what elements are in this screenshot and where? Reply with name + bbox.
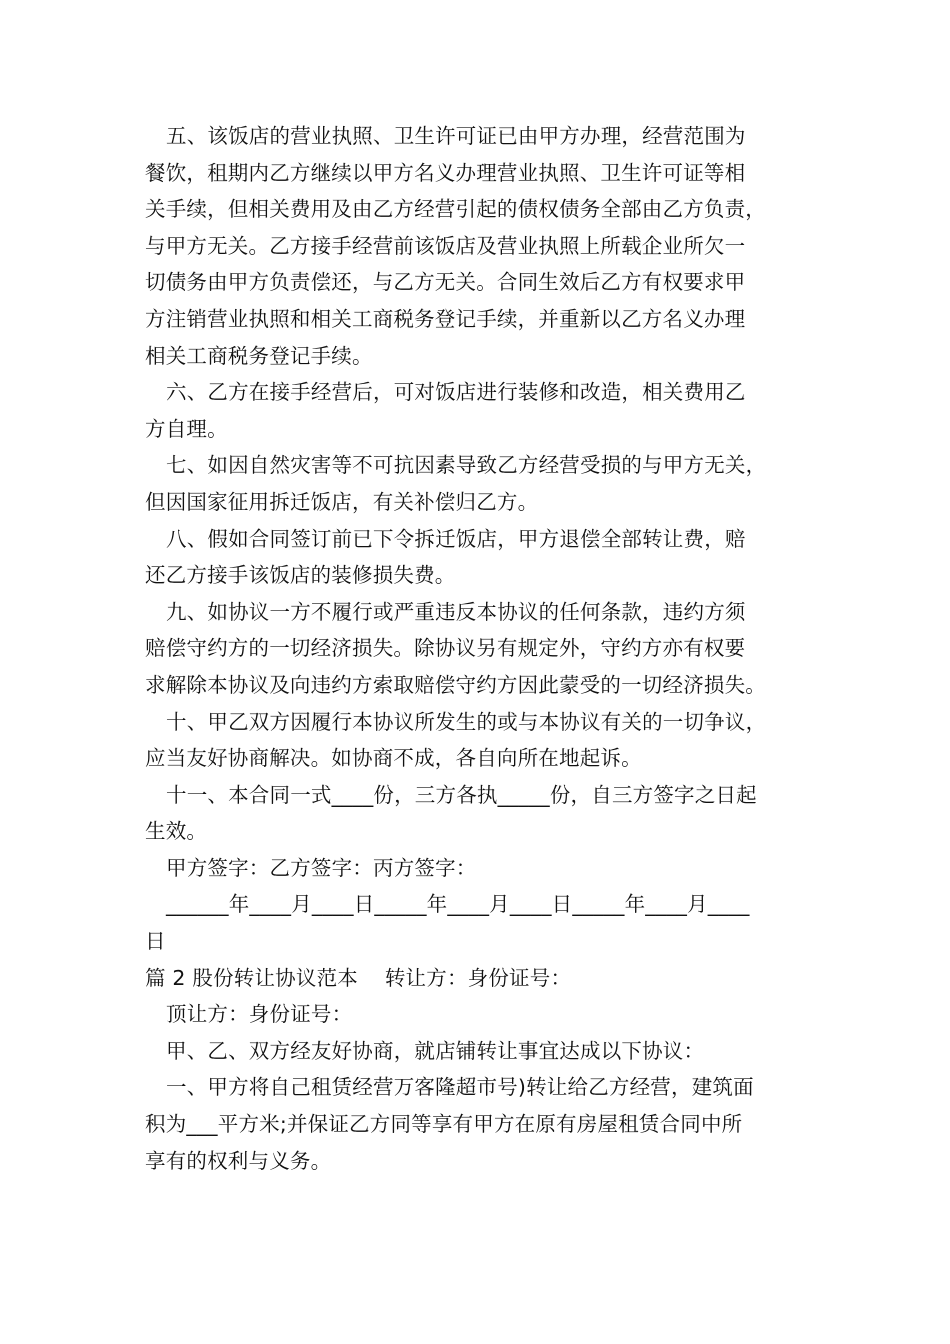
doc-line: 切债务由甲方负责偿还，与乙方无关。合同生效后乙方有权要求甲 xyxy=(145,270,746,295)
section-heading: 篇 2 股份转让协议范本 转让方：身份证号： xyxy=(145,965,572,990)
doc-line: 相关工商税务登记手续。 xyxy=(145,343,373,368)
doc-line: 九、如协议一方不履行或严重违反本协议的任何条款，违约方须 xyxy=(166,599,746,624)
doc-line: 五、该饭店的营业执照、卫生许可证已由甲方办理，经营范围为 xyxy=(166,124,746,148)
doc-line: 还乙方接手该饭店的装修损失费。 xyxy=(145,563,456,588)
doc-line: 赔偿守约方的一切经济损失。除协议另有规定外，守约方亦有权要 xyxy=(145,636,746,661)
doc-line: 餐饮，租期内乙方继续以甲方名义办理营业执照、卫生许可证等相 xyxy=(145,160,746,185)
doc-line: 八、假如合同签订前已下令拆迁饭店，甲方退偿全部转让费，赔 xyxy=(166,526,746,551)
doc-line: 与甲方无关。乙方接手经营前该饭店及营业执照上所载企业所欠一 xyxy=(145,233,746,258)
doc-line: 积为___平方米;并保证乙方同等享有甲方在原有房屋租赁合同中所 xyxy=(145,1112,743,1137)
doc-line: 甲、乙、双方经友好协商，就店铺转让事宜达成以下协议： xyxy=(166,1038,705,1063)
doc-line: 七、如因自然灾害等不可抗因素导致乙方经营受损的与甲方无关， xyxy=(166,453,767,478)
doc-line: 应当友好协商解决。如协商不成，各自向所在地起诉。 xyxy=(145,746,642,771)
doc-line: 生效。 xyxy=(145,819,208,844)
doc-line: 顶让方：身份证号： xyxy=(166,1002,353,1027)
doc-line: 享有的权利与义务。 xyxy=(145,1148,332,1173)
doc-line: 方注销营业执照和相关工商税务登记手续，并重新以乙方名义办理 xyxy=(145,306,746,331)
doc-line: 十、甲乙双方因履行本协议所发生的或与本协议有关的一切争议， xyxy=(166,709,767,734)
signature-line: 甲方签字：乙方签字：丙方签字： xyxy=(166,855,477,880)
doc-line: 六、乙方在接手经营后，可对饭店进行装修和改造，相关费用乙 xyxy=(166,380,746,405)
doc-line: 一、甲方将自己租赁经营万客隆超市号)转让给乙方经营，建筑面 xyxy=(166,1075,754,1100)
doc-line: 关手续，但相关费用及由乙方经营引起的债权债务全部由乙方负责， xyxy=(145,197,766,222)
date-line: ______年____月____日_____年____月____日_____年____月____ xyxy=(166,892,750,917)
doc-line: 求解除本协议及向违约方索取赔偿守约方因此蒙受的一切经济损失。 xyxy=(145,672,766,697)
doc-line: 方自理。 xyxy=(145,416,228,441)
doc-line: 日 xyxy=(145,929,166,954)
doc-line: 但因国家征用拆迁饭店，有关补偿归乙方。 xyxy=(145,489,539,514)
document-page xyxy=(145,118,815,1179)
doc-line: 十一、本合同一式____份，三方各执_____份，自三方签字之日起 xyxy=(166,782,757,807)
